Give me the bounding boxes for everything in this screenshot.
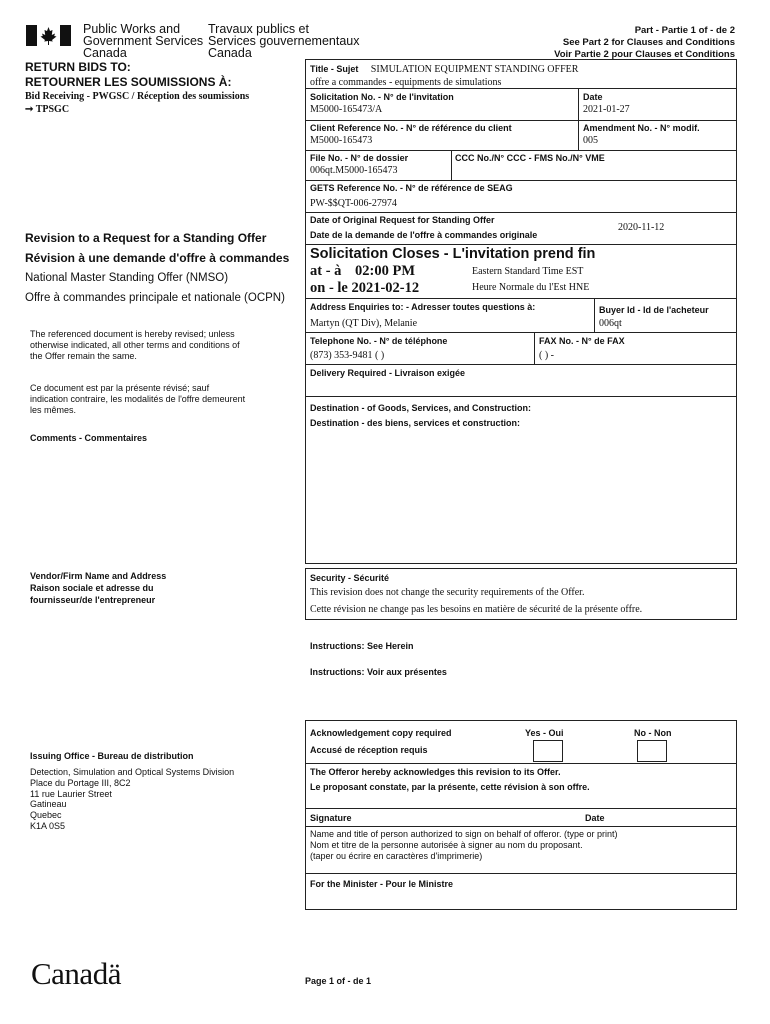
destination-fr: Destination - des biens, services et construction:: [310, 418, 521, 428]
solicitation-label: Solicitation No. - N° de l'invitation: [310, 92, 454, 102]
timezone-en: Eastern Standard Time EST: [472, 266, 584, 277]
name-title-line3: (taper ou écrire en caractères d'imprimerie): [310, 851, 483, 861]
title-label: Title - Sujet: [310, 64, 359, 74]
closes-time-line: [310, 263, 415, 280]
org-fr-line3: Canada: [208, 46, 252, 60]
orig-date-label-fr: Date de la demande de l'offre à commandes originale: [310, 230, 538, 240]
issuing-office-address: [30, 767, 234, 832]
closes-title: Solicitation Closes - L'invitation prend fin: [310, 246, 596, 262]
title-field: [310, 61, 578, 89]
destination-en: Destination - of Goods, Services, and Construction:: [310, 403, 532, 413]
bid-receiving-line: Bid Receiving - PWGSC / Réception des soumissions: [25, 91, 250, 102]
issuing-line: Gatineau: [30, 799, 67, 810]
vendor-line1: Vendor/Firm Name and Address: [30, 571, 167, 581]
bid-receiving: [25, 90, 249, 116]
signature-date-label: Date: [585, 813, 605, 823]
notice-fr-2: indication contraire, les modalités de l'offre demeurent: [30, 394, 246, 404]
buyer-value[interactable]: 006qt: [599, 318, 622, 329]
no-label: No - Non: [634, 728, 672, 738]
comments-label: Comments - Commentaires: [30, 433, 148, 443]
see-part-fr: Voir Partie 2 pour Clauses et Conditions: [554, 49, 735, 60]
part-line: Part - Partie 1 of - de 2: [634, 25, 735, 36]
no-checkbox[interactable]: [637, 740, 667, 762]
retourner-soumissions: RETOURNER LES SOUMISSIONS À:: [25, 75, 232, 89]
file-label: File No. - N° de dossier: [310, 153, 409, 163]
notice-en: [30, 329, 240, 362]
minister-label: For the Minister - Pour le Ministre: [310, 879, 454, 889]
amendment-label: Amendment No. - N° modif.: [583, 123, 700, 133]
client-ref-label: Client Reference No. - N° de référence du client: [310, 123, 512, 133]
revision-title-fr: Révision à une demande d'offre à commandes: [25, 251, 290, 265]
security-fr: Cette révision ne change pas les besoins en matière de sécurité de la présente offre.: [310, 604, 643, 615]
title-value-fr[interactable]: offre a commandes - equipments de simulations: [310, 77, 502, 88]
client-ref-value[interactable]: M5000-165473: [310, 135, 373, 146]
offeror-ack-fr: Le proposant constate, par la présente, cette révision à son offre.: [310, 782, 590, 792]
vendor-label: [30, 570, 166, 606]
fax-value[interactable]: ( ) -: [539, 350, 554, 361]
timezone-fr: Heure Normale du l'Est HNE: [472, 282, 590, 293]
notice-fr: [30, 383, 245, 416]
org-en-line2: Government Services: [83, 34, 204, 48]
issuing-line: K1A 0S5: [30, 820, 66, 831]
solicitation-value[interactable]: M5000-165473/A: [310, 104, 383, 115]
ack-label-fr: Accusé de réception requis: [310, 745, 428, 755]
ocpn-label: Offre à commandes principale et nationale (OCPN): [25, 292, 285, 304]
org-fr-line1: Travaux publics et: [208, 22, 309, 36]
gets-label: GETS Reference No. - N° de référence de SEAG: [310, 183, 513, 193]
issuing-office-label: Issuing Office - Bureau de distribution: [30, 751, 194, 761]
yes-checkbox[interactable]: [533, 740, 563, 762]
fax-label: FAX No. - N° de FAX: [539, 336, 625, 346]
org-name-fr: [208, 23, 359, 59]
ccc-label: CCC No./N° CCC - FMS No./N° VME: [455, 153, 605, 163]
page-number: Page 1 of - de 1: [305, 976, 372, 986]
amendment-value[interactable]: 005: [583, 135, 598, 146]
ack-label: Acknowledgement copy required: [310, 728, 452, 738]
gets-value[interactable]: PW-$$QT-006-27974: [310, 198, 397, 209]
canada-flag-logo: [26, 25, 71, 46]
org-name-en: [83, 23, 203, 59]
part-info: [554, 25, 735, 61]
revision-title-en: Revision to a Request for a Standing Offer: [25, 231, 267, 245]
name-title-line2: Nom et titre de la personne autorisée à signer au nom du proposant.: [310, 840, 583, 850]
date-value[interactable]: 2021-01-27: [583, 104, 630, 115]
name-title-line1: Name and title of person authorized to sign on behalf of offeror. (type or print): [310, 829, 618, 839]
return-bids-to: RETURN BIDS TO:: [25, 60, 131, 74]
see-part-en: See Part 2 for Clauses and Conditions: [562, 37, 735, 48]
telephone-label: Telephone No. - N° de téléphone: [310, 336, 448, 346]
nmso-label: National Master Standing Offer (NMSO): [25, 272, 229, 284]
title-value[interactable]: SIMULATION EQUIPMENT STANDING OFFER: [370, 64, 579, 75]
return-bids-heading: [25, 60, 231, 90]
file-value[interactable]: 006qt.M5000-165473: [310, 165, 398, 176]
delivery-label: Delivery Required - Livraison exigée: [310, 368, 466, 378]
notice-fr-3: les mêmes.: [30, 405, 77, 415]
offeror-ack-en: The Offeror hereby acknowledges this revision to its Offer.: [310, 767, 561, 777]
security-en: This revision does not change the security requirements of the Offer.: [310, 587, 585, 598]
closes-time[interactable]: 02:00 PM: [355, 263, 416, 279]
notice-en-3: the Offer remain the same.: [30, 351, 137, 361]
closes-on[interactable]: on - le 2021-02-12: [310, 280, 420, 296]
date-label: Date: [583, 92, 603, 102]
org-en-line1: Public Works and: [83, 22, 181, 36]
tpsgc-line: ➞ TPSGC: [25, 104, 70, 115]
name-title-instructions: [310, 829, 618, 862]
telephone-value[interactable]: (873) 353-9481 ( ): [310, 350, 385, 361]
security-label: Security - Sécurité: [310, 573, 390, 583]
issuing-line: Place du Portage III, 8C2: [30, 777, 131, 788]
orig-date-label-en: Date of Original Request for Standing Offer: [310, 215, 495, 225]
address-enquiries-label: Address Enquiries to: - Adresser toutes questions à:: [310, 302, 536, 312]
instructions-fr: Instructions: Voir aux présentes: [310, 667, 447, 677]
issuing-line: Quebec: [30, 810, 62, 821]
notice-fr-1: Ce document est par la présente révisé; sauf: [30, 383, 210, 393]
vendor-line3: fournisseur/de l'entrepreneur: [30, 595, 156, 605]
notice-en-1: The referenced document is hereby revised; unless: [30, 329, 235, 339]
org-en-line3: Canada: [83, 46, 127, 60]
orig-date-value[interactable]: 2020-11-12: [618, 222, 665, 233]
vendor-line2: Raison sociale et adresse du: [30, 583, 154, 593]
issuing-line: 11 rue Laurier Street: [30, 788, 112, 799]
address-enquiries-value[interactable]: Martyn (QT Div), Melanie: [310, 318, 418, 329]
closes-at: at - à: [310, 263, 342, 279]
yes-label: Yes - Oui: [525, 728, 564, 738]
notice-en-2: otherwise indicated, all other terms and conditions of: [30, 340, 240, 350]
signature-label: Signature: [310, 813, 352, 823]
issuing-line: Detection, Simulation and Optical Systems Division: [30, 767, 235, 777]
instructions-en: Instructions: See Herein: [310, 641, 414, 651]
canada-wordmark: Canadä: [31, 956, 121, 991]
org-fr-line2: Services gouvernementaux: [208, 34, 360, 48]
tpsgc-text: TPSGC: [35, 104, 70, 115]
buyer-label: Buyer Id - Id de l'acheteur: [599, 305, 709, 315]
